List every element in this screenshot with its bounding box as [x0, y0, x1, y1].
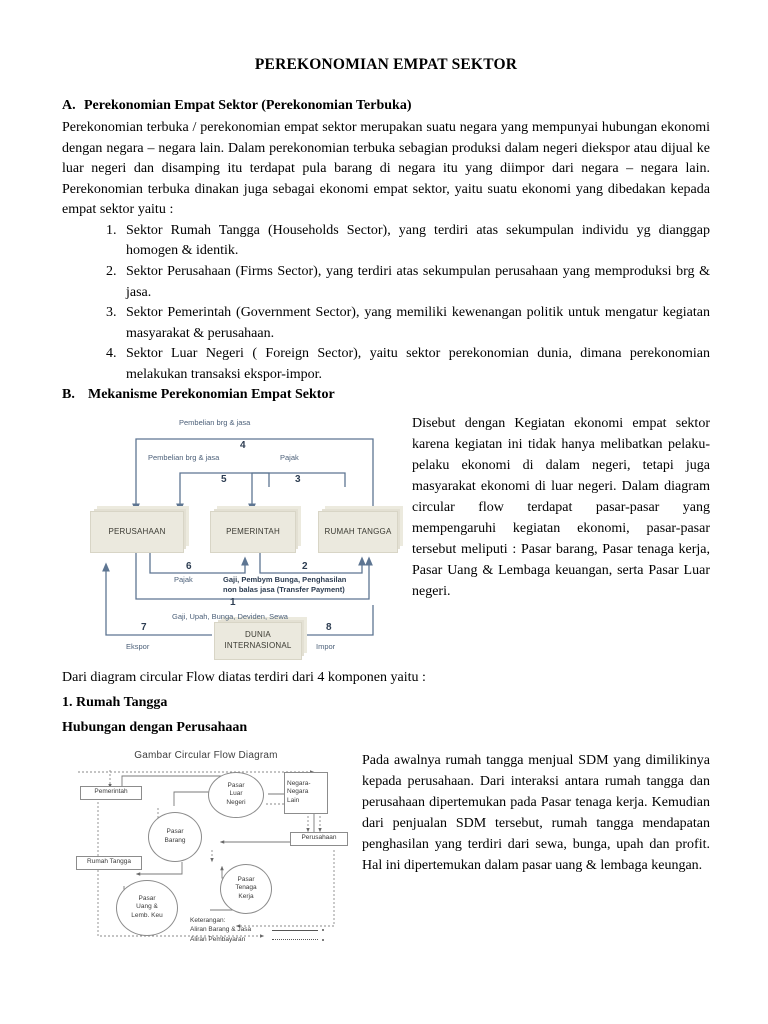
flow-number-6: 6 — [186, 560, 192, 572]
diagram2-title: Gambar Circular Flow Diagram — [134, 749, 278, 761]
node2-rumah-tangga: Rumah Tangga — [76, 856, 142, 870]
page-title: PEREKONOMIAN EMPAT SEKTOR — [254, 56, 518, 73]
node-perusahaan: PERUSAHAAN — [90, 511, 184, 553]
pasar-tenaga-kerja-line1: Pasar — [237, 876, 255, 884]
label-pembelian-brg-jasa-top: Pembelian brg & jasa — [179, 417, 251, 427]
legend-solid-arrow-icon — [322, 929, 324, 931]
pasar-tenaga-kerja-line2: Tenaga — [235, 884, 257, 892]
flow-number-5: 5 — [221, 473, 227, 485]
label-pajak-top: Pajak — [280, 452, 299, 462]
pasar-luar-negeri-line3: Negeri — [226, 798, 246, 806]
legend-dotted-arrow-icon — [322, 939, 324, 941]
section-b-heading-text: Mekanisme Perekonomian Empat Sektor — [88, 386, 335, 402]
node-dunia-line2: INTERNASIONAL — [224, 640, 292, 650]
label-gaji-transfer-line1: Gaji, Pembym Bunga, Penghasilan — [223, 574, 347, 584]
legend-row-pembayaran — [190, 935, 324, 945]
list-item: 4. Sektor Luar Negeri ( Foreign Sector), yaitu sektor perekonomian dunia, dimana perekonomian melakukan transaksi ekspor-impor. — [120, 344, 710, 385]
flow-number-4: 4 — [240, 439, 246, 451]
flow-number-1: 1 — [230, 596, 236, 608]
section-a-heading — [62, 98, 710, 114]
label-pembelian-brg-jasa-mid: Pembelian brg & jasa — [148, 452, 220, 462]
circular-flow-diagram-four-sector — [62, 413, 400, 663]
section-a-heading-text: Perekonomian Empat Sektor — [84, 98, 258, 113]
pasar-luar-negeri-line2: Luar — [229, 790, 243, 798]
node2-pasar-luar-negeri — [208, 772, 264, 818]
household-relation-right-text: Pada awalnya rumah tangga menjual SDM yang dimilikinya kepada perusahaan. Dari interaksi antara rumah tangga dan perusahaan dipertemukan pada Pasar tenaga kerja. Kemudian dari penjualan SDM tersebut, rumah tangga mendapatan penghasilan yang terdiri dari sewa, bunga, upah dan profit. Hal ini dipertemukan dalam pasar uang & lembaga keungan. — [362, 752, 710, 873]
flow-number-3: 3 — [295, 473, 301, 485]
node-rumah-tangga: RUMAH TANGGA — [318, 511, 398, 553]
legend-row-barang-jasa — [190, 925, 324, 935]
pasar-uang-line2: Uang & — [136, 903, 158, 911]
section-b-heading — [62, 387, 710, 403]
node2-negara-negara-lain — [284, 772, 328, 814]
node2-pasar-uang-lembaga-keuangan — [116, 880, 178, 936]
section-a-paragraph: Perekonomian terbuka / perekonomian empat sektor merupakan suatu negara yang mempunyai hubungan ekonomi dengan negara – negara lain. Dalam perekonomian terbuka sebagian produksi dalam negeri diekspor atau dijual ke luar negeri dan disamping itu terdapat pula barang di negara itu yang diimpor dari negara – negara lain. Perekonomian terbuka dinakan juga sebagai ekonomi empat sektor, yaitu suatu ekonomi yang dibedakan kepada empat sektor yaitu : — [62, 120, 710, 218]
list-item: 1. Sektor Rumah Tangga (Households Sector), yang terdiri atas sekumpulan individu yg dianggap homogen & identik. — [120, 221, 710, 262]
diagram2-legend — [190, 916, 324, 945]
middle-line-2: 1. Rumah Tangga — [62, 694, 168, 710]
label-gaji-upah-bunga-deviden-sewa: Gaji, Upah, Bunga, Deviden, Sewa — [172, 611, 288, 621]
negara-lain-line1: Negara- — [287, 780, 311, 788]
list-item: 2. Sektor Perusahaan (Firms Sector), yang terdiri atas sekumpulan perusahaan yang memproduksi brg & jasa. — [120, 262, 710, 303]
list-item: 3. Sektor Pemerintah (Government Sector), yang memiliki kewenangan politik untuk mengatur kegiatan masyarakat & perusahaan. — [120, 303, 710, 344]
label-ekspor: Ekspor — [126, 641, 150, 651]
household-relation-block — [62, 750, 710, 950]
circular-flow-diagram-markets — [62, 750, 350, 950]
legend-label-pembayaran: Aliran Pembayaran — [190, 936, 246, 944]
pasar-barang-line1: Pasar — [166, 828, 184, 836]
node-dunia-line1: DUNIA — [245, 629, 271, 639]
legend-title: Keterangan: — [190, 916, 226, 924]
middle-line-3: Hubungan dengan Perusahaan — [62, 719, 248, 735]
node2-pasar-barang — [148, 812, 202, 862]
flow-number-2: 2 — [302, 560, 308, 572]
legend-dotted-line-icon — [272, 939, 318, 940]
pasar-tenaga-kerja-line3: Kerja — [238, 892, 254, 900]
legend-label-barang-jasa: Aliran Barang & Jasa — [190, 926, 252, 934]
label-gaji-transfer-line2: non balas jasa (Transfer Payment) — [223, 584, 345, 594]
mechanism-block — [62, 413, 710, 663]
node-pemerintah: PEMERINTAH — [210, 511, 296, 553]
legend-solid-line-icon — [272, 930, 318, 931]
flow-number-8: 8 — [326, 621, 332, 633]
pasar-luar-negeri-line1: Pasar — [227, 782, 245, 790]
pasar-uang-line1: Pasar — [138, 895, 156, 903]
node2-perusahaan: Perusahaan — [290, 832, 348, 846]
label-impor: Impor — [316, 641, 336, 651]
node2-pasar-tenaga-kerja — [220, 864, 272, 914]
node2-pemerintah: Pemerintah — [80, 786, 142, 800]
pasar-barang-line2: Barang — [164, 836, 186, 844]
node-dunia-internasional — [214, 622, 302, 660]
negara-lain-line2: Negara — [287, 788, 309, 796]
label-pajak-bottom: Pajak — [174, 574, 193, 584]
middle-line-1: Dari diagram circular Flow diatas terdiri dari 4 komponen yaitu : — [62, 669, 426, 685]
section-b-right-text: Disebut dengan Kegiatan ekonomi empat sektor karena kegiatan ini tidak hanya melibatkan pelaku-pelaku ekonomi di dalam negeri, tetapi juga masyarakat ekonomi di luar negeri. Dalam diagram circular flow terdapat pasar-pasar yang mempengaruhi kegiatan ekonomi, pasar-pasar tersebut meliputi : Pasar barang, Pasar tenaga kerja, Pasar Uang & Lembaga keuangan, serta Pasar Luar negeri. — [412, 415, 710, 599]
section-a-heading-sub: (Perekonomian Terbuka) — [261, 98, 412, 113]
flow-number-7: 7 — [141, 621, 147, 633]
pasar-uang-line3: Lemb. Keu — [131, 911, 163, 919]
section-b-letter: B. — [62, 386, 75, 402]
negara-lain-line3: Lain — [287, 796, 300, 804]
sector-list — [62, 221, 710, 386]
section-a-letter: A. — [62, 98, 76, 113]
